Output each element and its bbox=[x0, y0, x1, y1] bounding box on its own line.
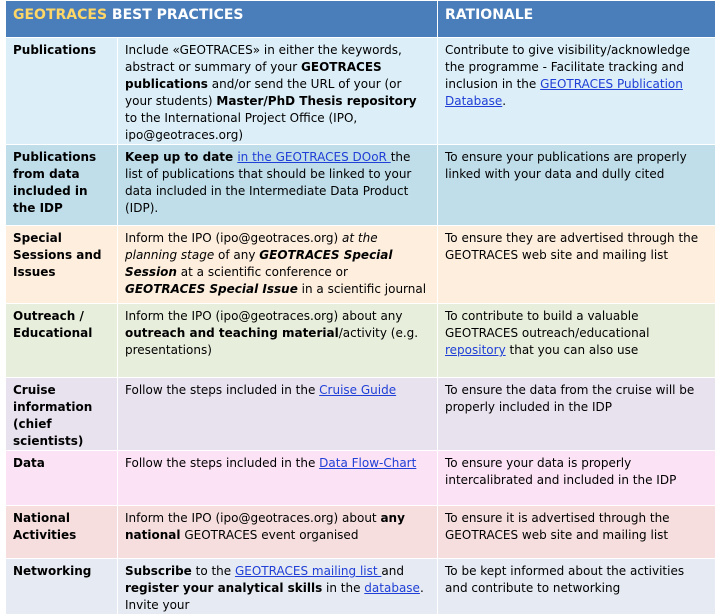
text-segment: To be kept informed about the activities and contribute to networking bbox=[445, 564, 685, 595]
text-segment: To contribute to build a valuable GEOTRACES outreach/educational bbox=[445, 309, 650, 340]
link[interactable]: in the GEOTRACES DOoR bbox=[237, 150, 391, 164]
text-segment: to the International Project Office (IPO, ipo@geotraces.org) bbox=[125, 111, 358, 142]
link[interactable]: Cruise Guide bbox=[319, 383, 397, 397]
text-segment: register your analytical skills bbox=[125, 581, 323, 595]
row-practice bbox=[118, 451, 438, 506]
text-segment: Include «GEOTRACES» in either the keywords, abstract or summary of your bbox=[125, 43, 402, 74]
row-category: Data bbox=[6, 451, 118, 506]
text-segment: To ensure they are advertised through the GEOTRACES web site and mailing list bbox=[445, 231, 699, 262]
link[interactable]: repository bbox=[445, 343, 506, 357]
text-segment: . bbox=[502, 94, 507, 108]
table-row bbox=[6, 304, 716, 378]
text-segment: Inform the IPO (ipo@geotraces.org) about any bbox=[125, 309, 403, 323]
row-category: National Activities bbox=[6, 506, 118, 559]
text-segment: at a scientific conference or bbox=[176, 265, 348, 279]
text-segment: of any bbox=[214, 248, 260, 262]
text-segment: GEOTRACES event organised bbox=[180, 528, 359, 542]
text-segment: To ensure the data from the cruise will be properly included in the IDP bbox=[445, 383, 695, 414]
table-row bbox=[6, 145, 716, 226]
text-segment: To ensure your data is properly intercalibrated and included in the IDP bbox=[445, 456, 677, 487]
row-rationale bbox=[438, 38, 716, 145]
text-segment: Subscribe bbox=[125, 564, 192, 578]
row-rationale bbox=[438, 559, 716, 615]
text-segment: /activity (e.g. presentations) bbox=[125, 326, 419, 357]
row-rationale bbox=[438, 226, 716, 304]
link[interactable]: Data Flow-Chart bbox=[319, 456, 417, 470]
row-category: Outreach / Educational bbox=[6, 304, 118, 378]
best-practices-table bbox=[5, 0, 716, 615]
text-segment: . Invite your bbox=[125, 581, 424, 612]
text-segment: Contribute to give visibility/acknowledge the programme - Facilitate tracking and inclusion in the bbox=[445, 43, 691, 91]
table-row bbox=[6, 38, 716, 145]
table-row bbox=[6, 559, 716, 615]
text-segment: GEOTRACES Special Issue bbox=[125, 282, 298, 296]
table-row bbox=[6, 451, 716, 506]
table-row bbox=[6, 506, 716, 559]
header-geotraces-word: GEOTRACES bbox=[13, 7, 108, 23]
text-segment: the list of publications that should be linked to your data included in the Intermediate Data Product (IDP). bbox=[125, 150, 412, 215]
text-segment: any national bbox=[125, 511, 405, 542]
link[interactable]: GEOTRACES Publication Database bbox=[445, 77, 683, 108]
row-category: Publications bbox=[6, 38, 118, 145]
header-row bbox=[6, 1, 716, 38]
text-segment: outreach and teaching material bbox=[125, 326, 339, 340]
row-practice bbox=[118, 559, 438, 615]
row-category: Cruise information (chief scientists) bbox=[6, 378, 118, 451]
row-rationale bbox=[438, 451, 716, 506]
text-segment: Follow the steps included in the bbox=[125, 456, 320, 470]
row-category: Special Sessions and Issues bbox=[6, 226, 118, 304]
row-category: Networking bbox=[6, 559, 118, 615]
text-segment: and bbox=[381, 564, 404, 578]
text-segment: at the planning stage bbox=[125, 231, 378, 262]
text-segment: and/or send the URL of your (or your students) bbox=[125, 77, 402, 108]
header-best-practices bbox=[6, 1, 438, 38]
text-segment: Inform the IPO (ipo@geotraces.org) bbox=[125, 231, 343, 245]
header-rationale: RATIONALE bbox=[438, 1, 716, 38]
row-practice bbox=[118, 226, 438, 304]
row-rationale bbox=[438, 506, 716, 559]
row-rationale bbox=[438, 145, 716, 226]
text-segment: Master/PhD Thesis repository bbox=[216, 94, 417, 108]
row-practice bbox=[118, 378, 438, 451]
link[interactable]: database bbox=[364, 581, 420, 595]
text-segment: to the bbox=[191, 564, 235, 578]
row-category: Publications from data included in the IDP bbox=[6, 145, 118, 226]
text-segment: Inform the IPO (ipo@geotraces.org) about bbox=[125, 511, 381, 525]
text-segment: To ensure your publications are properly linked with your data and dully cited bbox=[445, 150, 687, 181]
header-best-practices-label: BEST PRACTICES bbox=[107, 7, 244, 23]
row-practice bbox=[118, 38, 438, 145]
row-practice bbox=[118, 506, 438, 559]
row-rationale bbox=[438, 304, 716, 378]
row-practice bbox=[118, 145, 438, 226]
text-segment: To ensure it is advertised through the GEOTRACES web site and mailing list bbox=[445, 511, 670, 542]
text-segment: Follow the steps included in the bbox=[125, 383, 320, 397]
text-segment: Keep up to date bbox=[125, 150, 238, 164]
text-segment: that you can also use bbox=[505, 343, 639, 357]
row-rationale bbox=[438, 378, 716, 451]
link[interactable]: GEOTRACES mailing list bbox=[234, 564, 382, 578]
table-row bbox=[6, 226, 716, 304]
text-segment: GEOTRACES publications bbox=[125, 60, 382, 91]
text-segment: in a scientific journal bbox=[297, 282, 427, 296]
table-row bbox=[6, 378, 716, 451]
text-segment: in the bbox=[322, 581, 365, 595]
row-practice bbox=[118, 304, 438, 378]
text-segment: GEOTRACES Special Session bbox=[125, 248, 393, 279]
